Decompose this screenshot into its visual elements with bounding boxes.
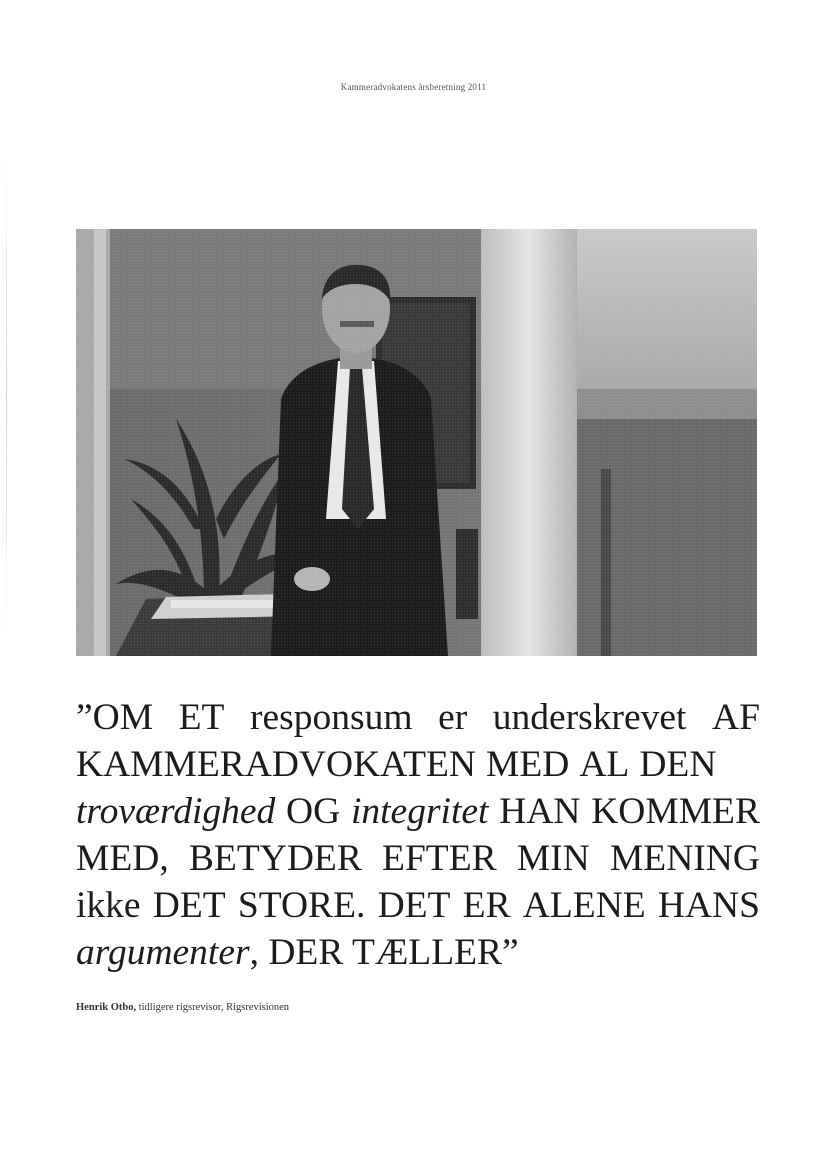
quote-italic-word: integritet xyxy=(350,791,489,832)
quote-word: HANS xyxy=(657,885,760,926)
running-header: Kammeradvokatens årsberetning 2011 xyxy=(340,82,487,92)
quote-word: ”OM xyxy=(76,697,154,738)
quote-word: MED xyxy=(486,744,570,785)
quote-word: BETYDER xyxy=(188,838,362,879)
quote-line-3 xyxy=(76,788,760,835)
quote-word: MED, xyxy=(76,838,169,879)
quote-word: MENING xyxy=(609,838,760,879)
quote-word: ER xyxy=(462,885,511,926)
quote-word: er xyxy=(438,697,468,738)
quote-line-2 xyxy=(76,741,760,788)
quote-word: ikke xyxy=(76,885,141,926)
quote-word: DET xyxy=(377,885,451,926)
quote-word: underskrevet xyxy=(492,697,687,738)
quote-word: STORE. xyxy=(237,885,366,926)
quote-word: AF xyxy=(712,697,760,738)
quote-line-6 xyxy=(76,929,760,976)
quote-word: HAN xyxy=(499,791,581,832)
quote-word: DEN xyxy=(639,744,717,785)
quote-word: , DER TÆLLER” xyxy=(249,932,519,973)
quote-word: OG xyxy=(286,791,341,832)
quote-word: KOMMER xyxy=(591,791,760,832)
quote-line-1 xyxy=(76,694,760,741)
scan-edge xyxy=(6,150,7,640)
quote-line-4 xyxy=(76,835,760,882)
portrait-photo xyxy=(76,229,757,656)
quote-word: KAMMERADVOKATEN xyxy=(76,744,476,785)
quote-word: EFTER xyxy=(382,838,497,879)
quote-italic-word: troværdighed xyxy=(76,791,276,832)
quote-word: DET xyxy=(152,885,226,926)
attribution-role: tidligere rigsrevisor, Rigsrevisionen xyxy=(138,1002,290,1013)
pull-quote xyxy=(76,694,760,976)
quote-word: ET xyxy=(178,697,225,738)
quote-word: MIN xyxy=(516,838,590,879)
quote-word: ALENE xyxy=(522,885,646,926)
portrait-photo-illustration xyxy=(76,229,757,656)
quote-line-5 xyxy=(76,882,760,929)
quote-word: responsum xyxy=(250,697,413,738)
quote-attribution xyxy=(76,1002,289,1013)
attribution-name: Henrik Otbo, xyxy=(76,1002,137,1013)
quote-word: AL xyxy=(579,744,630,785)
quote-italic-word: argumenter xyxy=(76,932,250,973)
